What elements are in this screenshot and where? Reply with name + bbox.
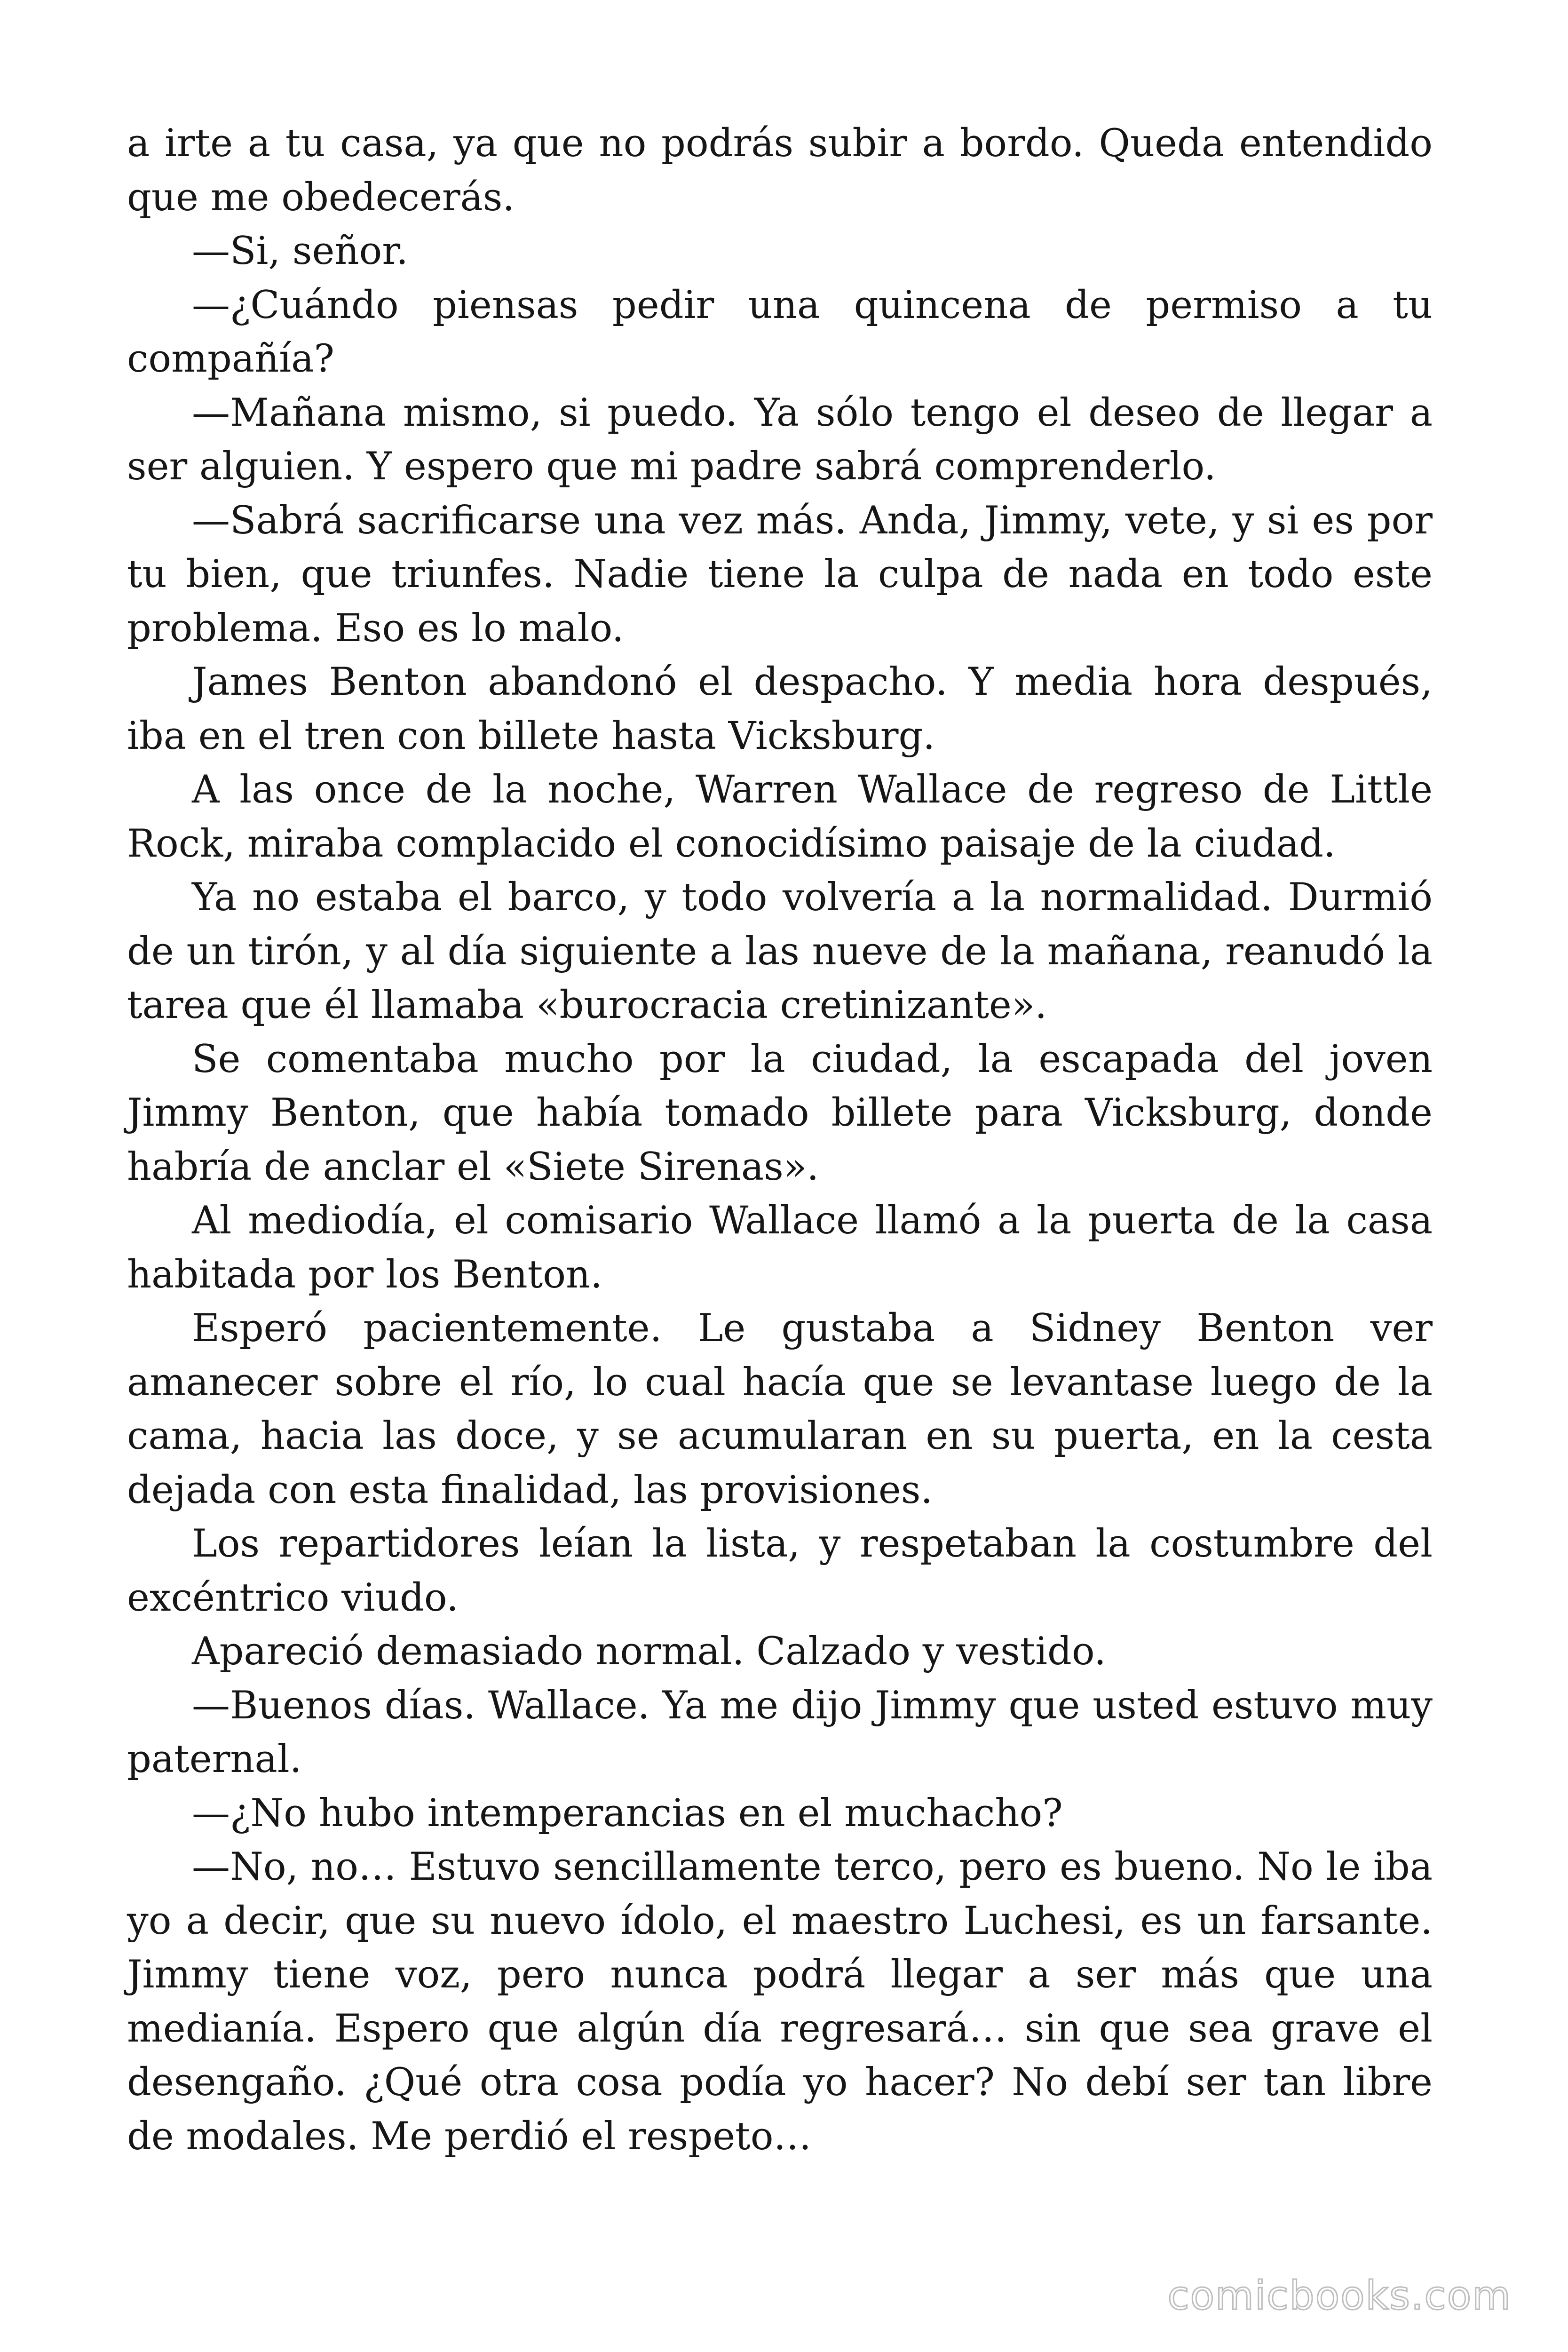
paragraph: —Si, señor. xyxy=(192,229,408,273)
paragraph: —No, no… Estuvo sencillamente terco, pero es bueno. No le iba yo a decir, que su nuevo ídolo, el maestro Luchesi, es un farsante. Jimmy tiene voz, pero nunca podrá llegar a ser más que una medianía. Espero que algún día regresará… sin que sea grave el desengaño. ¿Qué otra cosa podía yo hacer? No debí ser tan libre de modales. Me perdió el respeto… xyxy=(127,1845,1433,2159)
paragraph: Apareció demasiado normal. Calzado y vestido. xyxy=(192,1629,1106,1674)
paragraph: Esperó pacientemente. Le gustaba a Sidney Benton ver amanecer sobre el río, lo cual hacía que se levantase luego de la cama, hacia las doce, y se acumularan en su puerta, en la cesta dejada con esta finalidad, las provisiones. xyxy=(127,1306,1433,1512)
paragraph: Los repartidores leían la lista, y respetaban la costumbre del excéntrico viudo. xyxy=(127,1522,1433,1620)
body-text xyxy=(127,117,1433,2163)
paragraph: A las once de la noche, Warren Wallace de regreso de Little Rock, miraba complacido el conocidísimo paisaje de la ciudad. xyxy=(127,768,1433,866)
paragraph: Al mediodía, el comisario Wallace llamó a la puerta de la casa habitada por los Benton. xyxy=(127,1199,1433,1297)
paragraph: —Sabrá sacrificarse una vez más. Anda, Jimmy, vete, y si es por tu bien, que triunfes. Nadie tiene la culpa de nada en todo este problema. Eso es lo malo. xyxy=(127,498,1433,651)
paragraph: —Buenos días. Wallace. Ya me dijo Jimmy que usted estuvo muy paternal. xyxy=(127,1683,1433,1781)
watermark: comicbooks.com xyxy=(1167,2273,1512,2319)
paragraph: Ya no estaba el barco, y todo volvería a la normalidad. Durmió de un tirón, y al día siguiente a las nueve de la mañana, reanudó la tarea que él llamaba «burocracia cretinizante». xyxy=(127,875,1433,1027)
paragraph: James Benton abandonó el despacho. Y media hora después, iba en el tren con billete hasta Vicksburg. xyxy=(127,660,1433,758)
paragraph: —Mañana mismo, si puedo. Ya sólo tengo el deseo de llegar a ser alguien. Y espero que mi padre sabrá comprenderlo. xyxy=(127,390,1433,489)
paragraph: a irte a tu casa, ya que no podrás subir a bordo. Queda entendido que me obedecerás. xyxy=(127,121,1433,220)
paragraph: —¿Cuándo piensas pedir una quincena de permiso a tu compañía? xyxy=(127,283,1433,381)
paragraph: —¿No hubo intemperancias en el muchacho? xyxy=(192,1791,1063,1836)
paragraph: Se comentaba mucho por la ciudad, la escapada del joven Jimmy Benton, que había tomado billete para Vicksburg, donde habría de anclar el «Siete Sirenas». xyxy=(127,1037,1433,1189)
